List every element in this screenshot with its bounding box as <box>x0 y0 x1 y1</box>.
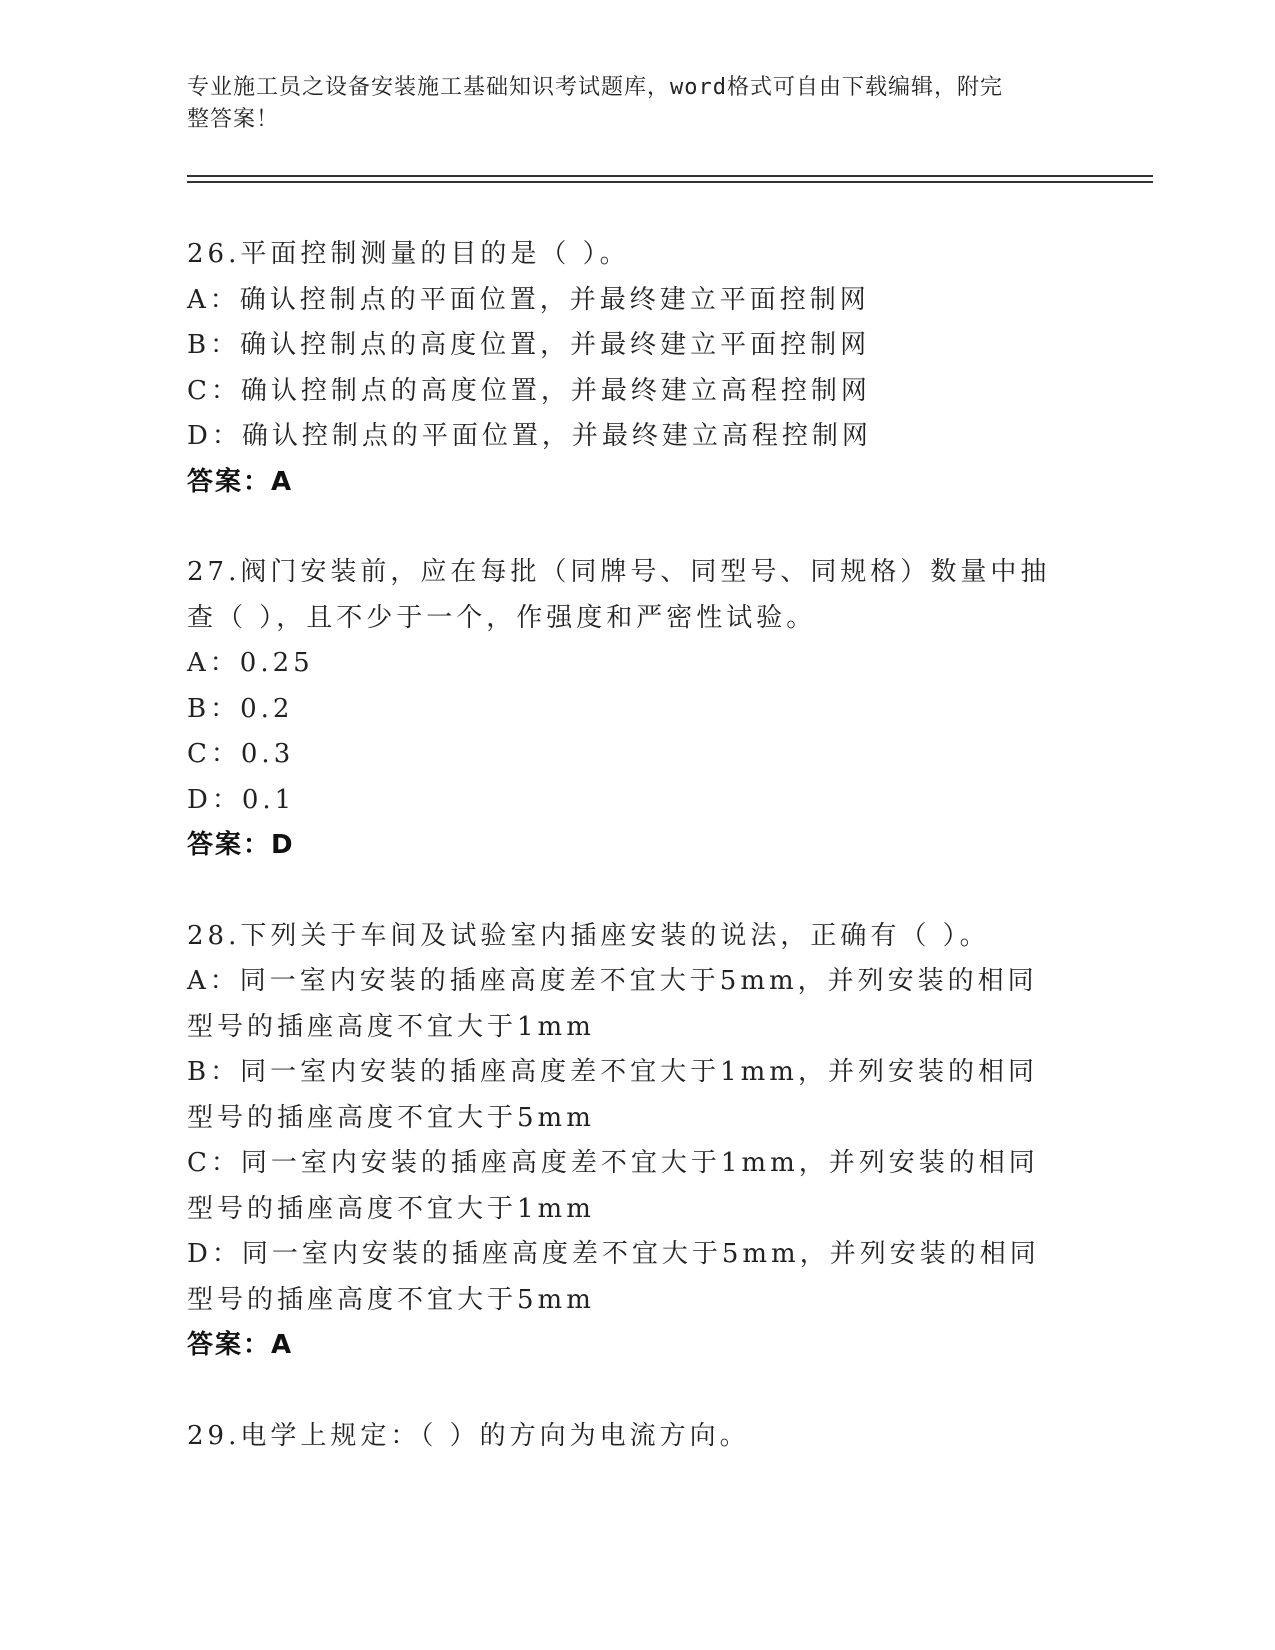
option-b: B：确认控制点的高度位置，并最终建立平面控制网 <box>187 330 871 360</box>
option-d: D：0.1 <box>187 784 296 815</box>
question-28 <box>187 914 1067 1369</box>
question-stem: 28.下列关于车间及试验室内插座安装的说法，正确有（ ）。 <box>187 920 990 951</box>
option-d: D：同一室内安装的插座高度差不宜大于5mm，并列安装的相同型号的插座高度不宜大于5mm <box>187 1239 1040 1315</box>
option-d: D：确认控制点的平面位置，并最终建立高程控制网 <box>187 421 872 451</box>
header-divider-top <box>187 175 1153 177</box>
option-a: A：同一室内安装的插座高度差不宜大于5mm，并列安装的相同型号的插座高度不宜大于1mm <box>187 966 1038 1042</box>
question-26 <box>187 232 1067 505</box>
header-title-line-2: 整答案！ <box>187 107 280 132</box>
option-c: C：0.3 <box>187 739 295 769</box>
option-a: A：0.25 <box>187 648 314 678</box>
answer-line: 答案：A <box>187 466 294 497</box>
answer-line: 答案：A <box>187 1330 294 1360</box>
header-divider-bottom <box>187 181 1153 183</box>
option-a: A：确认控制点的平面位置，并最终建立平面控制网 <box>187 284 870 315</box>
option-b: B：同一室内安装的插座高度差不宜大于1mm，并列安装的相同型号的插座高度不宜大于5mm <box>187 1057 1038 1133</box>
answer-line: 答案：D <box>187 830 295 860</box>
question-stem: 29.电学上规定：（ ）的方向为电流方向。 <box>187 1420 750 1451</box>
question-stem: 27.阀门安装前，应在每批（同牌号、同型号、同规格）数量中抽查（ ），且不少于一个，作强度和严密性试验。 <box>187 557 1051 633</box>
question-list <box>187 232 1067 1504</box>
option-c: C：确认控制点的高度位置，并最终建立高程控制网 <box>187 375 871 406</box>
option-b: B：0.2 <box>187 693 294 724</box>
document-header <box>187 72 1067 136</box>
question-stem: 26.平面控制测量的目的是（ ）。 <box>187 239 630 269</box>
question-29 <box>187 1414 1067 1460</box>
option-c: C：同一室内安装的插座高度差不宜大于1mm，并列安装的相同型号的插座高度不宜大于1mm <box>187 1148 1039 1224</box>
question-27 <box>187 550 1067 869</box>
header-title-line-1: 专业施工员之设备安装施工基础知识考试题库，word格式可自由下载编辑，附完 <box>187 75 1003 100</box>
